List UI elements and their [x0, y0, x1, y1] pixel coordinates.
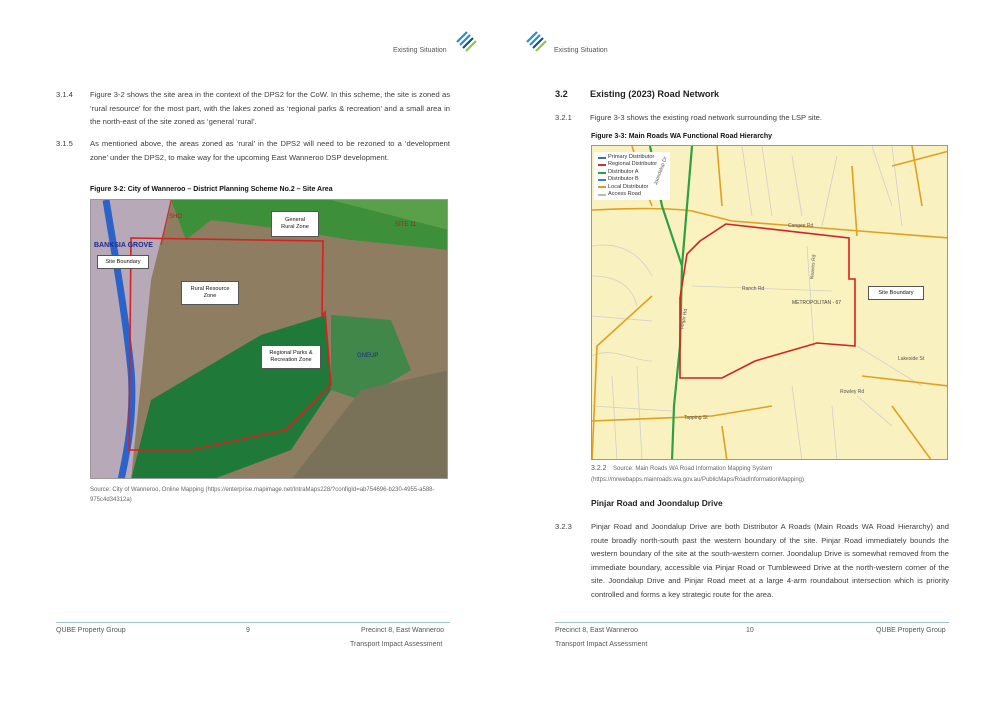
callout-line: Regional Parks & [269, 350, 313, 356]
legend-label: Regional Distributor [608, 161, 658, 168]
legend-swatch [598, 172, 606, 174]
subheading: Pinjar Road and Joondalup Drive [591, 498, 723, 508]
legend-swatch [598, 157, 606, 159]
callout-site-boundary [868, 286, 924, 300]
map-place-label: SITE 11 [395, 222, 417, 228]
paragraph: Figure 3-2 shows the site area in the context of the DPS2 for the CoW. In this scheme, the site is zoned as ‘rural resource’ for the most part, with the lakes zoned as ‘regional parks & recreation’ and a small area in the north-east of the site zoned as ‘general ‘rural’. [90, 90, 450, 127]
road-label: Pinjar Rd [679, 308, 690, 330]
road-map [591, 145, 948, 460]
legend-swatch [598, 164, 606, 166]
road-label: Topping St [684, 415, 708, 421]
header-title: Existing Situation [554, 47, 608, 54]
right-page [502, 0, 1004, 702]
zone-label: METROPOLITAN - 67 [792, 300, 842, 306]
legend-item [598, 191, 666, 198]
map-place-label: BANKSIA GROVE [94, 242, 153, 249]
legend-label: Access Road [608, 191, 641, 198]
footer-project: Precinct 8, East Wanneroo [555, 627, 639, 634]
callout-site-boundary [97, 255, 149, 269]
road-label: Neaves Rd [809, 254, 818, 280]
para-number: 3.1.5 [56, 139, 73, 148]
paragraph: As mentioned above, the areas zoned as ‘rural’ in the DPS2 will need to be rezoned to a ‘development zone’ under the DPS2, to make way for the upcoming East Wanneroo DSP development. [90, 139, 450, 162]
footer-divider [555, 622, 949, 623]
legend-item [598, 161, 666, 168]
header-title: Existing Situation [393, 47, 447, 54]
para-number: 3.2.1 [555, 113, 572, 122]
legend-item [598, 154, 666, 161]
logo-icon [525, 30, 547, 52]
road-label: Lakeside St [898, 356, 925, 362]
callout-line: Rural Resource [190, 286, 230, 292]
legend-swatch [598, 186, 606, 188]
para-number: 3.2.3 [555, 522, 572, 531]
legend-label: Primary Distributor [608, 154, 655, 160]
para-number: 3.1.4 [56, 90, 73, 99]
figure-source: Source: City of Wanneroo, Online Mapping (https://enterprise.mapimage.net/IntraMaps228/?configId=ab754696-b230-4955-a588-975c4d34312a) [90, 487, 435, 503]
map-place-label: SHO [169, 214, 183, 220]
road-label: Joondalup Dr [652, 155, 669, 187]
paragraph: Pinjar Road and Joondalup Drive are both Distributor A Roads (Main Roads WA Road Hierarchy) and route broadly north-south past the western boundary of the site. Pinjar Road immediately bounds the western boundary of the site at the south-western corner. Joondalup Drive is somewhat removed from the immediate boundary, accessible via Pinjar Road or Tumbleweed Drive at the north-western corner of the site. Joondalup Drive and Pinjar Road meet at a large 4-arm roundabout intersection which is priority controlled and forms a key strategic route for the area. [591, 522, 949, 599]
paragraph: Figure 3-3 shows the existing road network surrounding the LSP site. [590, 113, 823, 122]
road-label: Ranch Rd [742, 286, 765, 292]
callout-line: General [285, 217, 305, 223]
footer-divider [56, 622, 450, 623]
legend-label: Distributor A [608, 168, 639, 175]
source-number: 3.2.2 [591, 465, 607, 472]
figure-caption: Figure 3-3: Main Roads WA Functional Road Hierarchy [591, 133, 772, 140]
road-label: Congee Rd [788, 223, 814, 229]
callout-line: Zone [203, 293, 217, 299]
footer-report: Transport Impact Assessment [350, 641, 443, 648]
legend-swatch [598, 194, 606, 196]
legend-label: Local Distributor [608, 183, 649, 190]
footer-report: Transport Impact Assessment [555, 641, 648, 648]
legend-label: Distributor B [608, 176, 639, 183]
map-place-label: GNEUP [357, 353, 379, 359]
callout-general-rural [271, 211, 319, 237]
footer-project: Precinct 8, East Wanneroo [361, 627, 445, 634]
footer-company: QUBE Property Group [56, 627, 126, 634]
page-number: 10 [746, 627, 754, 634]
callout-line: Recreation Zone [270, 357, 312, 363]
callout-line: Site Boundary [878, 289, 914, 296]
section-number: 3.2 [555, 89, 568, 99]
figure-source: Source: Main Roads WA Road Information Mapping System [613, 466, 773, 472]
callout-line: Site Boundary [105, 258, 141, 265]
footer-company: QUBE Property Group [876, 627, 946, 634]
callout-regional-parks [261, 345, 321, 369]
callout-line: Rural Zone [281, 224, 309, 230]
section-title: Existing (2023) Road Network [590, 89, 720, 99]
figure-source: (https://mrwebapps.mainroads.wa.gov.au/PublicMaps/RoadInformationMapping) [591, 477, 804, 483]
zoning-map [90, 199, 448, 479]
page-number: 9 [246, 627, 250, 634]
callout-rural-resource [181, 281, 239, 305]
figure-caption: Figure 3-2: City of Wanneroo – District Planning Scheme No.2 – Site Area [90, 186, 333, 193]
road-label: Rowley Rd [840, 389, 865, 395]
legend-swatch [598, 179, 606, 181]
logo-icon [455, 30, 477, 52]
